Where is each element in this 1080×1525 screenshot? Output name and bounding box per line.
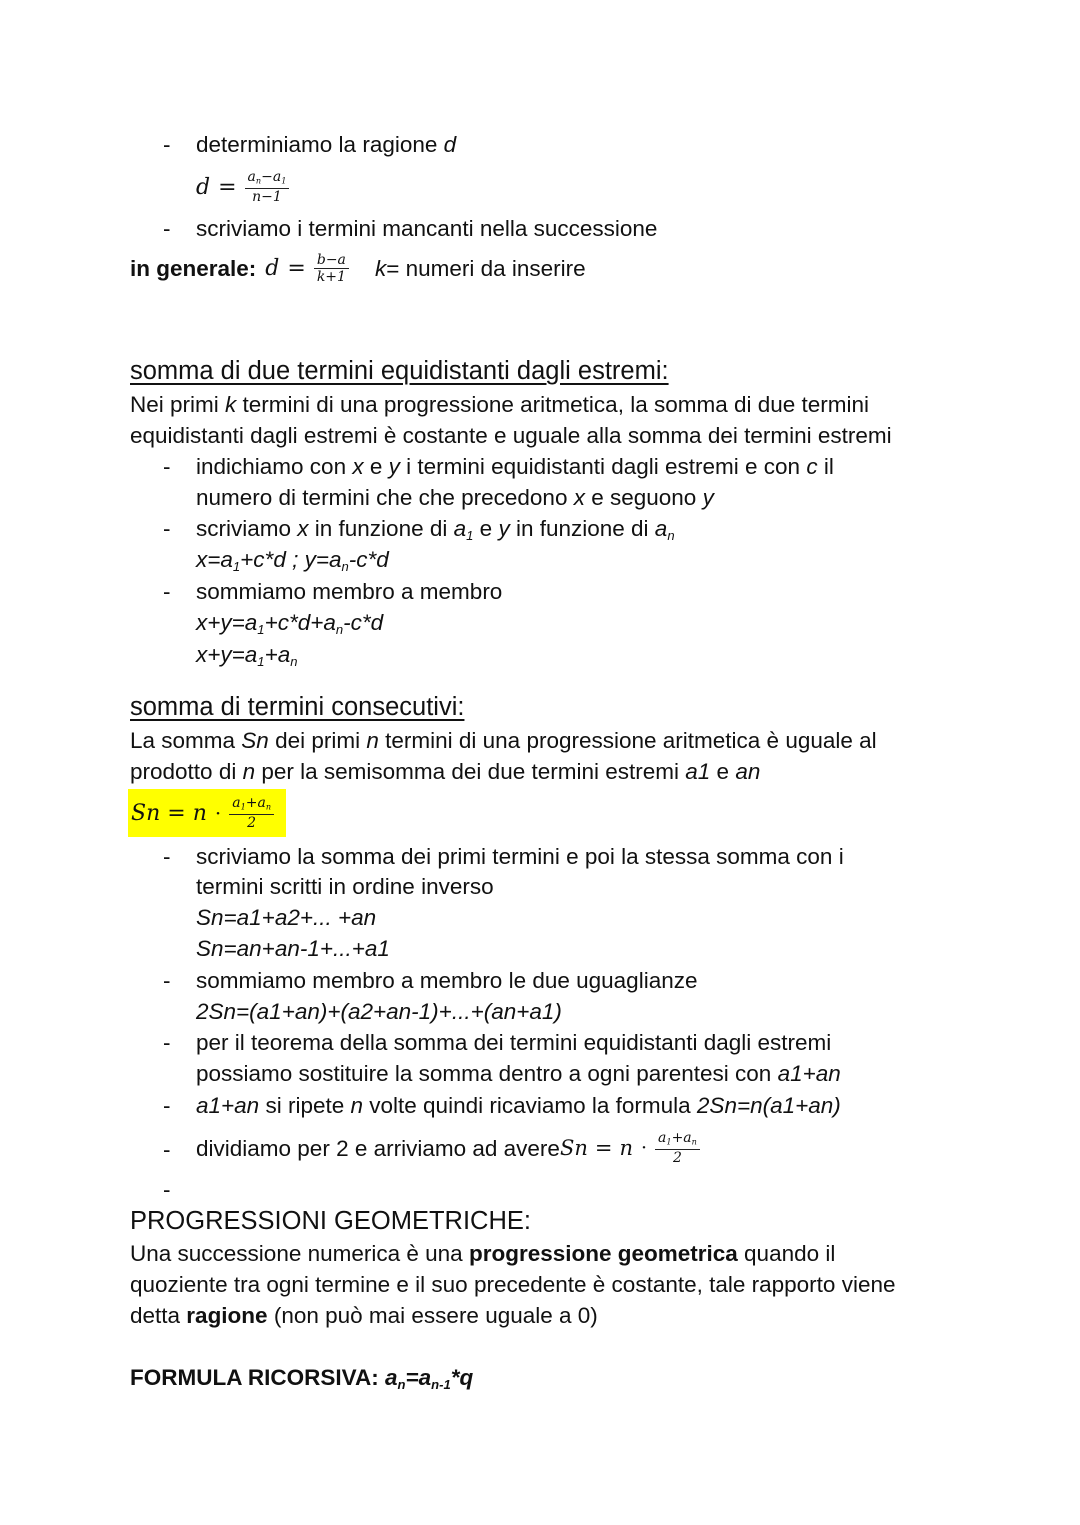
section-heading-equidistant: somma di due termini equidistanti dagli estremi: <box>130 357 669 385</box>
bullet: - <box>163 579 171 604</box>
paragraph-line: La somma Sn dei primi n termini di una progressione aritmetica è uguale al <box>130 728 877 753</box>
equation-line: x+y=a1+an <box>196 642 298 669</box>
equation-line: x+y=a1+c*d+an-c*d <box>196 610 384 637</box>
formula-d: d = $\frac{an-a1}{n-1}$ <box>196 164 289 210</box>
bullet: - <box>163 216 171 241</box>
bullet: - <box>163 1137 171 1162</box>
step-divide: dividiamo per 2 e arriviamo ad avere Sn = n · $\frac{a1+an}{2}$ <box>196 1124 700 1172</box>
bullet: - <box>163 132 171 157</box>
paragraph-line: Una successione numerica è una progressione geometrica quando il <box>130 1241 836 1266</box>
step-write-function: scriviamo x in funzione di a1 e y in funzione di an <box>196 516 675 543</box>
bullet: - <box>163 968 171 993</box>
paragraph-line: equidistanti dagli estremi è costante e uguale alla somma dei termini estremi <box>130 423 892 448</box>
equation-line: Sn=an+an-1+...+a1 <box>196 936 390 961</box>
fraction: $\frac{an-a1}{n-1}$ <box>245 169 290 205</box>
step-theorem-cont: possiamo sostituire la somma dentro a ogni parentesi con a1+an <box>196 1061 841 1086</box>
fraction: $\frac{a1+an}{2}$ <box>229 795 274 831</box>
paragraph-line: prodotto di n per la semisomma dei due termini estremi a1 e an <box>130 759 761 784</box>
bullet: - <box>163 516 171 541</box>
step-determine-ratio: determiniamo la ragione d <box>196 132 457 157</box>
step-repeat: a1+an si ripete n volte quindi ricaviamo la formula 2Sn=n(a1+an) <box>196 1093 841 1118</box>
section-heading-consecutive: somma di termini consecutivi: <box>130 693 465 721</box>
bullet: - <box>163 844 171 869</box>
recursive-formula: FORMULA RICORSIVA: an=an-1*q <box>130 1365 474 1392</box>
step-sum-equalities: sommiamo membro a membro le due uguaglianze <box>196 968 698 993</box>
fraction: $\frac{a1+an}{2}$ <box>655 1130 700 1166</box>
step-write-missing: scriviamo i termini mancanti nella successione <box>196 216 658 241</box>
step-write-sum: scriviamo la somma dei primi termini e poi la stessa somma con i <box>196 844 844 869</box>
bullet: - <box>163 1177 171 1202</box>
step-indicate-terms: indichiamo con x e y i termini equidistanti dagli estremi e con c il <box>196 454 834 479</box>
paragraph-line: Nei primi k termini di una progressione aritmetica, la somma di due termini <box>130 392 870 417</box>
paragraph-line: quoziente tra ogni termine e il suo precedente è costante, tale rapporto viene <box>130 1272 896 1297</box>
equation-line: x=a1+c*d ; y=an-c*d <box>196 547 389 574</box>
bullet: - <box>163 1030 171 1055</box>
step-theorem: per il teorema della somma dei termini equidistanti dagli estremi <box>196 1030 832 1055</box>
general-formula: in generale: d = $\frac{b-a}{k+1}$ k= numeri da inserire <box>130 251 586 285</box>
bullet: - <box>163 454 171 479</box>
bullet: - <box>163 1093 171 1118</box>
step-write-sum-cont: termini scritti in ordine inverso <box>196 874 494 899</box>
equation-line: 2Sn=(a1+an)+(a2+an-1)+...+(an+a1) <box>196 999 562 1024</box>
section-heading-geometric: PROGRESSIONI GEOMETRICHE: <box>130 1207 531 1235</box>
equation-line: Sn=a1+a2+... +an <box>196 905 377 930</box>
step-sum-members: sommiamo membro a membro <box>196 579 503 604</box>
fraction: $\frac{b-a}{k+1}$ <box>314 252 349 285</box>
paragraph-line: detta ragione (non può mai essere uguale a 0) <box>130 1303 598 1328</box>
highlighted-sum-formula: Sn = n · $\frac{a1+an}{2}$ <box>128 789 286 837</box>
step-indicate-terms-cont: numero di termini che che precedono x e seguono y <box>196 485 714 510</box>
